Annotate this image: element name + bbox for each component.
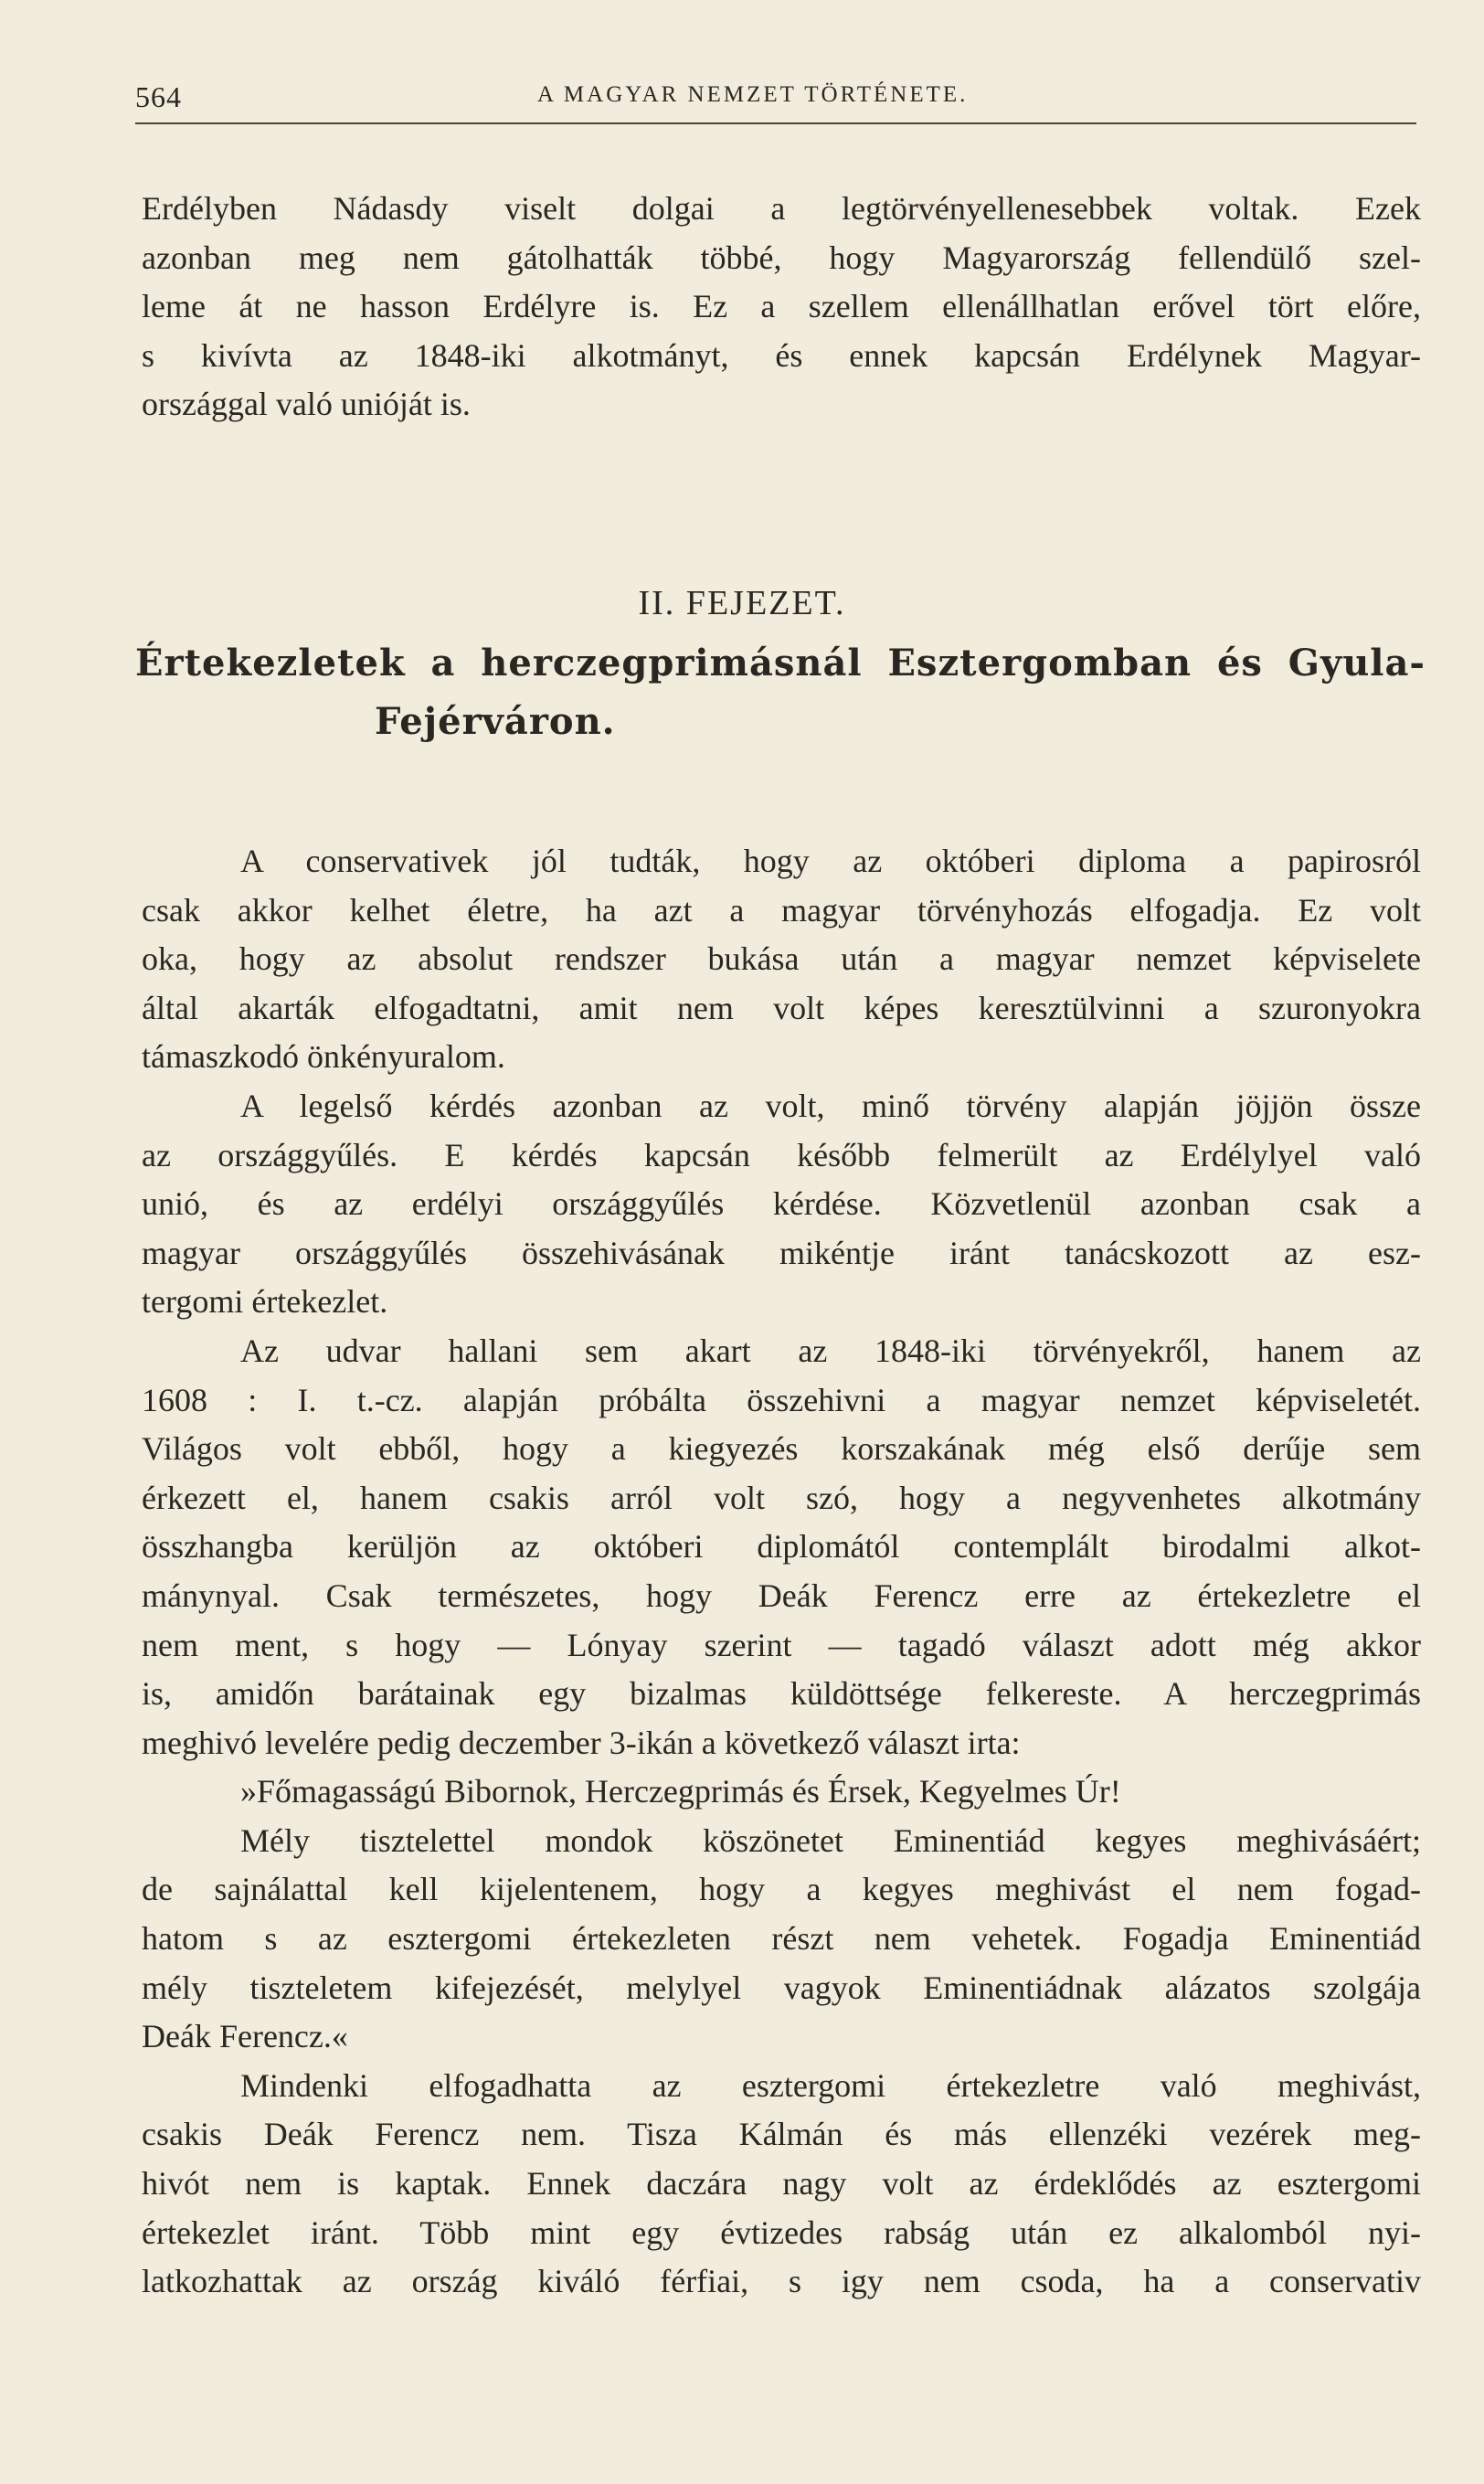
- text-line: Deák Ferencz.«: [142, 2018, 348, 2055]
- text-line: mánynyal. Csak természetes, hogy Deák Ferencz erre az értekezletre el: [142, 1576, 1421, 1614]
- text-line: által akarták elfogadtatni, amit nem volt képes keresztülvinni a szuronyokra: [142, 989, 1421, 1026]
- text-line: Mély tisztelettel mondok köszönetet Eminentiád kegyes meghivásáért;: [240, 1821, 1421, 1859]
- text-line: értekezlet iránt. Több mint egy évtizedes rabság után ez alkalomból nyi-: [142, 2213, 1421, 2251]
- text-line: is, amidőn barátainak egy bizalmas küldöttsége felkereste. A herczegprimás: [142, 1675, 1421, 1713]
- text-line: csak akkor kelhet életre, ha azt a magyar törvényhozás elfogadja. Ez volt: [142, 891, 1421, 929]
- intro-paragraph: [142, 185, 1421, 430]
- text-line: érkezett el, hanem csakis arról volt szó, hogy a negyvenhetes alkotmány: [142, 1479, 1421, 1516]
- text-line: tergomi értekezlet.: [142, 1283, 388, 1321]
- text-line: Világos volt ebből, hogy a kiegyezés korszakának még első derűje sem: [142, 1430, 1421, 1468]
- page-number: 564: [135, 80, 182, 113]
- text-line: leme át ne hasson Erdélyre is. Ez a szellem ellenállhatlan erővel tört előre,: [142, 288, 1421, 325]
- text-line: mély tiszteletem kifejezését, melylyel vagyok Eminentiádnak alázatos szolgája: [142, 1969, 1421, 2006]
- text-line: magyar országgyűlés összehivásának mikéntje iránt tanácskozott az esz-: [142, 1234, 1421, 1271]
- text-line: nem ment, s hogy — Lónyay szerint — tagadó választ adott még akkor: [142, 1626, 1421, 1663]
- page-header: [135, 77, 1416, 121]
- text-line: 1608 : I. t.-cz. alapján próbálta összehivni a magyar nemzet képviseletét.: [142, 1381, 1421, 1418]
- text-line: unió, és az erdélyi országgyűlés kérdése. Közvetlenül azonban csak a: [142, 1185, 1421, 1223]
- text-line: országgal való unióját is.: [142, 386, 471, 423]
- chapter-title-line: Fejérváron.: [375, 700, 616, 743]
- running-title: A MAGYAR NEMZET TÖRTÉNETE.: [537, 82, 969, 107]
- text-line: Erdélyben Nádasdy viselt dolgai a legtörvényellenesebbek voltak. Ezek: [142, 190, 1421, 227]
- chapter-label: II. FEJEZET.: [638, 584, 846, 622]
- text-line: összhangba kerüljön az októberi diplomától contemplált birodalmi alkot-: [142, 1528, 1421, 1566]
- text-line: Mindenki elfogadhatta az esztergomi értekezletre való meghivást,: [240, 2066, 1421, 2104]
- text-line: A legelső kérdés azonban az volt, minő törvény alapján jöjjön össze: [240, 1087, 1421, 1124]
- header-rule: [135, 122, 1416, 124]
- text-line: s kivívta az 1848-iki alkotmányt, és ennek kapcsán Erdélynek Magyar-: [142, 336, 1421, 374]
- text-line: Az udvar hallani sem akart az 1848-iki törvényekről, hanem az: [240, 1332, 1421, 1369]
- text-line: A conservativek jól tudták, hogy az októberi diploma a papirosról: [240, 843, 1421, 879]
- text-line: oka, hogy az absolut rendszer bukása után a magyar nemzet képviselete: [142, 940, 1421, 978]
- text-line: támaszkodó önkényuralom.: [142, 1038, 505, 1076]
- main-text: [142, 837, 1421, 2307]
- text-line: de sajnálattal kell kijelentenem, hogy a kegyes meghivást el nem fogad-: [142, 1871, 1421, 1908]
- text-line: »Főmagasságú Bibornok, Herczegprimás és Érsek, Kegyelmes Úr!: [240, 1773, 1121, 1810]
- chapter-title-line: Értekezletek a herczegprimásnál Esztergomban és Gyula-: [135, 642, 1426, 685]
- text-line: az országgyűlés. E kérdés kapcsán később felmerült az Erdélylyel való: [142, 1136, 1421, 1173]
- text-line: azonban meg nem gátolhatták többé, hogy Magyarország fellendülő szel-: [142, 239, 1421, 276]
- text-line: csakis Deák Ferencz nem. Tisza Kálmán és más ellenzéki vezérek meg-: [142, 2116, 1421, 2153]
- text-line: meghivó levelére pedig deczember 3-ikán a következő választ irta:: [142, 1724, 1021, 1761]
- text-line: latkozhattak az ország kiváló férfiai, s igy nem csoda, ha a conservativ: [142, 2263, 1421, 2300]
- text-line: hatom s az esztergomi értekezleten részt nem vehetek. Fogadja Eminentiád: [142, 1920, 1421, 1958]
- chapter-title: [135, 634, 1426, 751]
- text-line: hivót nem is kaptak. Ennek daczára nagy volt az érdeklődés az esztergomi: [142, 2165, 1421, 2203]
